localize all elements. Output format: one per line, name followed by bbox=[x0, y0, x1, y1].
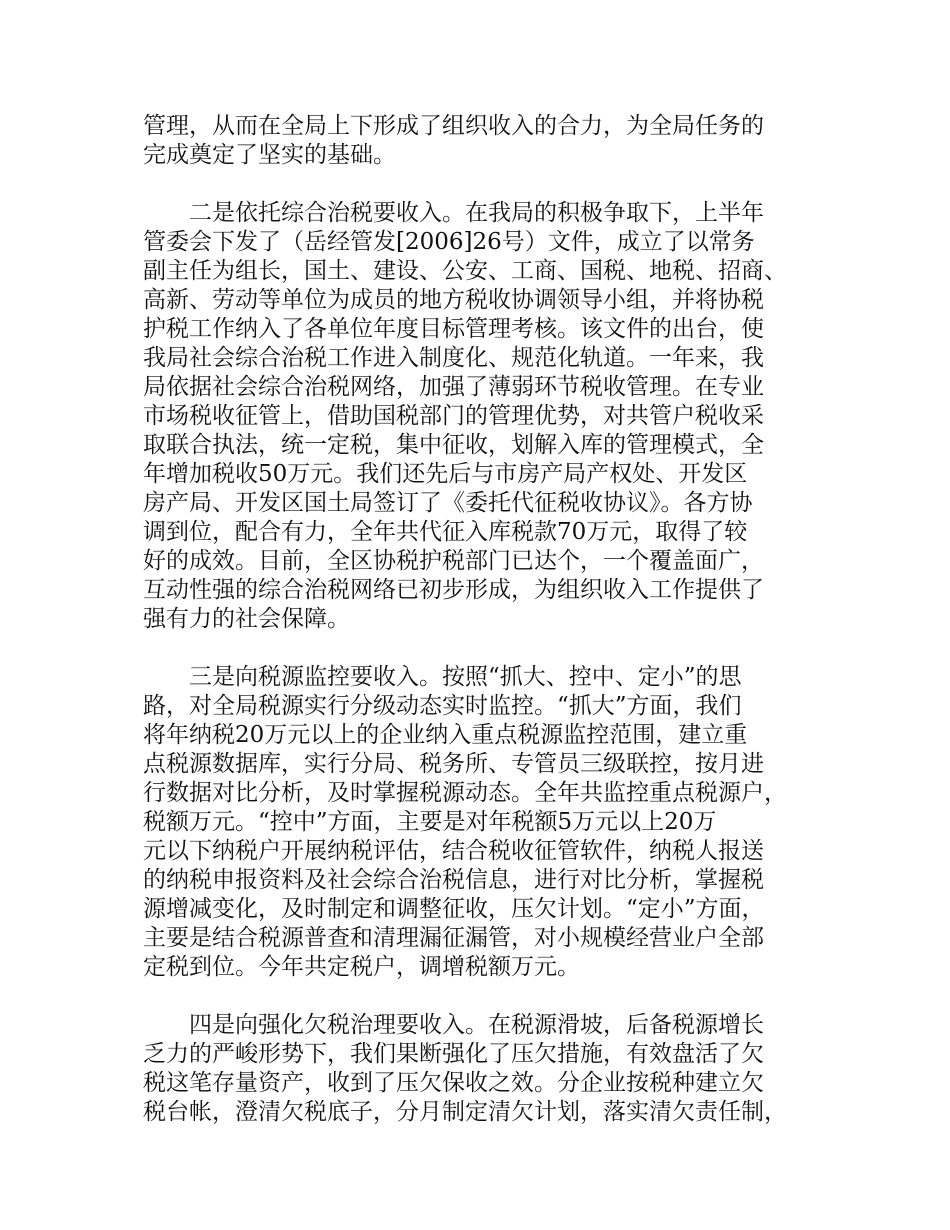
text-line: 税额万元。“控中”方面，主要是对年税额5万元以上20万 bbox=[143, 809, 717, 835]
text-line: 护税工作纳入了各单位年度目标管理考核。该文件的出台，使 bbox=[143, 316, 764, 342]
text-line: 管理，从而在全局上下形成了组织收入的合力，为全局任务的 bbox=[143, 113, 764, 139]
text-line: 元以下纳税户开展纳税评估，结合税收征管软件，纳税人报送 bbox=[143, 838, 764, 864]
text-line: 好的成效。目前，全区协税护税部门已达个，一个覆盖面广， bbox=[143, 548, 764, 574]
text-line: 管委会下发了（岳经管发[2006]26号）文件，成立了以常务 bbox=[143, 229, 755, 255]
paragraph-3 bbox=[143, 663, 833, 982]
text-line: 副主任为组长，国土、建设、公安、工商、国税、地税、招商、 bbox=[143, 258, 787, 284]
text-line: 点税源数据库，实行分局、税务所、专管员三级联控，按月进 bbox=[143, 751, 764, 777]
text-line: 源增减变化，及时制定和调整征收，压欠计划。“定小”方面， bbox=[143, 896, 765, 922]
text-line: 取联合执法，统一定税，集中征收，划解入库的管理模式，全 bbox=[143, 432, 764, 458]
text-line: 互动性强的综合治税网络已初步形成，为组织收入工作提供了 bbox=[143, 577, 764, 603]
text-line: 市场税收征管上，借助国税部门的管理优势，对共管户税收采 bbox=[143, 403, 764, 429]
text-line: 乏力的严峻形势下，我们果断强化了压欠措施，有效盘活了欠 bbox=[143, 1041, 764, 1067]
text-line: 年增加税收50万元。我们还先后与市房产局产权处、开发区 bbox=[143, 461, 748, 487]
text-line: 税这笔存量资产，收到了压欠保收之效。分企业按税种建立欠 bbox=[143, 1070, 764, 1096]
text-line: 完成奠定了坚实的基础。 bbox=[143, 142, 396, 168]
text-line: 将年纳税20万元以上的企业纳入重点税源监控范围，建立重 bbox=[143, 722, 748, 748]
text-line: 强有力的社会保障。 bbox=[143, 606, 350, 632]
paragraph-2 bbox=[143, 199, 833, 634]
text-line: 高新、劳动等单位为成员的地方税收协调领导小组，并将协税 bbox=[143, 287, 764, 313]
text-line: 调到位，配合有力，全年共代征入库税款70万元，取得了较 bbox=[143, 519, 748, 545]
text-line: 二是依托综合治税要收入。在我局的积极争取下，上半年 bbox=[189, 200, 764, 226]
text-line: 定税到位。今年共定税户，调增税额万元。 bbox=[143, 954, 580, 980]
text-line: 房产局、开发区国土局签订了《委托代征税收协议》。各方协 bbox=[143, 490, 753, 516]
text-line: 四是向强化欠税治理要收入。在税源滑坡，后备税源增长 bbox=[189, 1012, 764, 1038]
text-line: 我局社会综合治税工作进入制度化、规范化轨道。一年来，我 bbox=[143, 345, 764, 371]
text-line: 局依据社会综合治税网络，加强了薄弱环节税收管理。在专业 bbox=[143, 374, 764, 400]
text-line: 行数据对比分析，及时掌握税源动态。全年共监控重点税源户， bbox=[143, 780, 787, 806]
text-line: 三是向税源监控要收入。按照“抓大、控中、定小”的思 bbox=[189, 664, 742, 690]
text-line: 路，对全局税源实行分级动态实时监控。“抓大”方面，我们 bbox=[143, 693, 742, 719]
paragraph-4 bbox=[143, 1011, 833, 1127]
text-line: 的纳税申报资料及社会综合治税信息，进行对比分析，掌握税 bbox=[143, 867, 764, 893]
text-line: 税台帐，澄清欠税底子，分月制定清欠计划，落实清欠责任制， bbox=[143, 1099, 787, 1125]
paragraph-1 bbox=[143, 112, 833, 170]
document-page bbox=[143, 112, 833, 1127]
text-line: 主要是结合税源普查和清理漏征漏管，对小规模经营业户全部 bbox=[143, 925, 764, 951]
